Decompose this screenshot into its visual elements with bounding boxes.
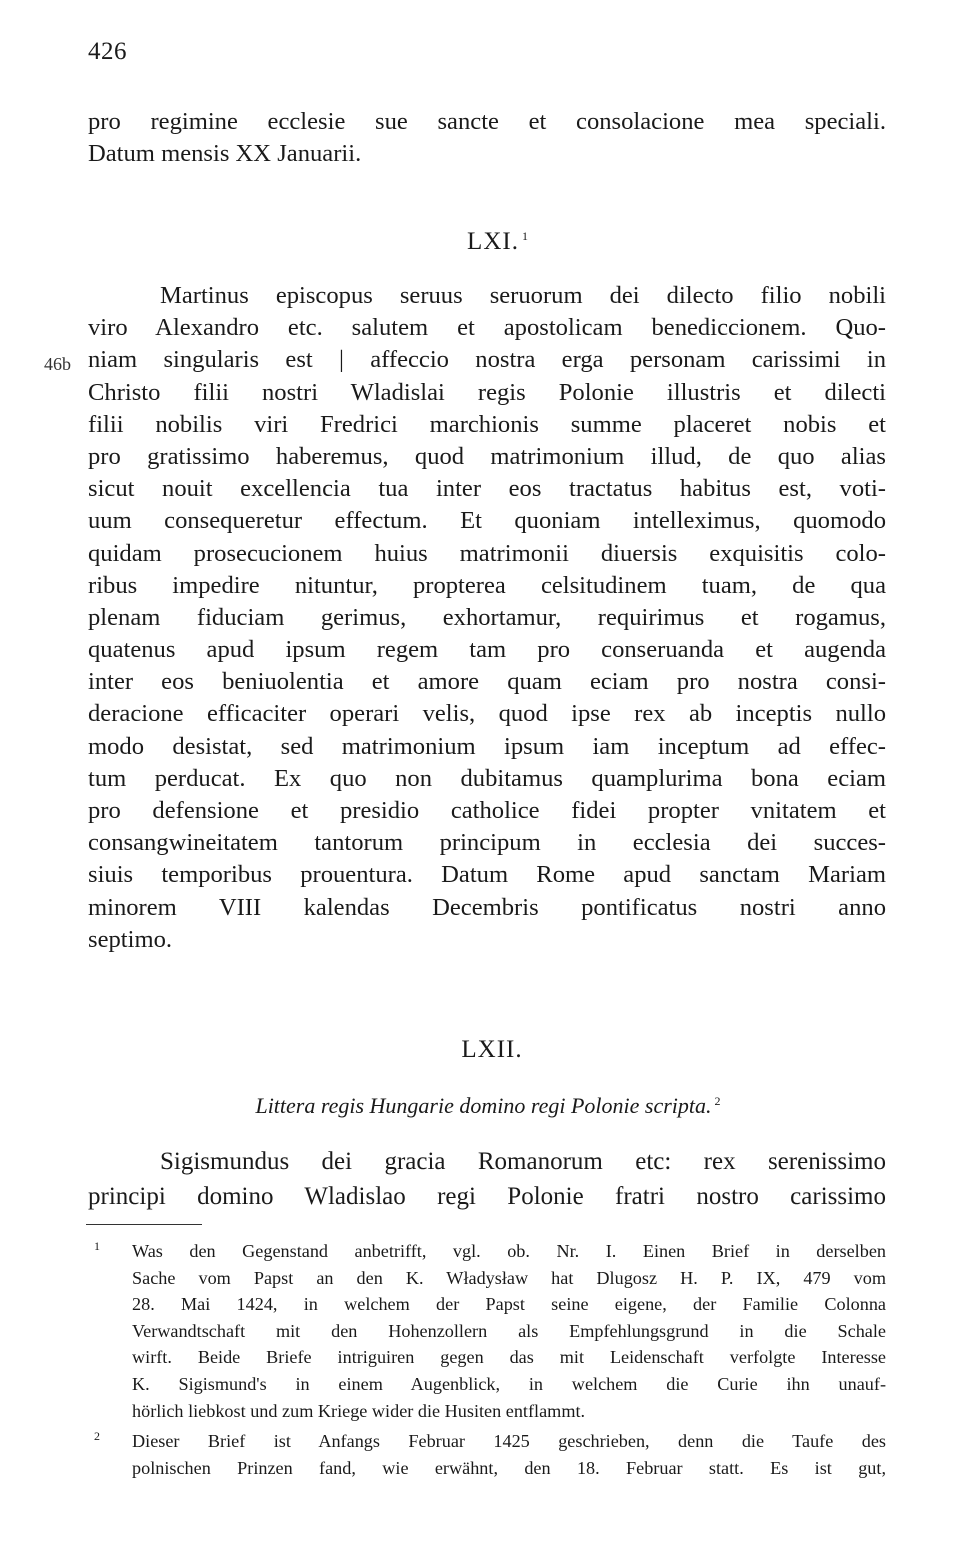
text-line: Christo filii nostri Wladislai regis Polonie illustris et dilecti — [88, 378, 886, 406]
text-line: deracione efficaciter operari velis, quod ipse rex ab inceptis nullo — [88, 700, 886, 728]
letter-heading — [18, 228, 960, 256]
footnote-line: hörlich liebkost und zum Kriege wider die Husiten entflammt. — [132, 1400, 586, 1421]
footnote — [94, 1428, 886, 1481]
text-line: pro regimine ecclesie sue sancte et consolacione mea speciali. — [88, 108, 886, 135]
text-line: principi domino Wladislao regi Polonie fratri nostro carissimo — [88, 1183, 886, 1210]
text-line: septimo. — [88, 925, 173, 953]
text-line: ribus impedire nituntur, propterea celsitudinem tuam, de qua — [88, 571, 886, 599]
text-line: pro gratissimo haberemus, quod matrimonium illud, de quo alias — [88, 442, 886, 470]
footnote-line: wirft. Beide Briefe intriguiren gegen das mit Leidenschaft verfolgte Interesse — [132, 1347, 886, 1368]
text-line: tum perducat. Ex quo non dubitamus quamplurima bona eciam — [88, 764, 886, 792]
text-line: modo desistat, sed matrimonium ipsum iam inceptum ad effec- — [88, 732, 886, 760]
footnotes — [94, 1238, 886, 1481]
text-line: inter eos beniuolentia et amore quam eciam pro nostra consi- — [88, 668, 886, 696]
text-line: Sigismundus dei gracia Romanorum etc: rex serenissimo — [160, 1148, 886, 1175]
footnote-line: Sache vom Papst an den K. Władysław hat Dlugosz H. P. IX, 479 vom — [132, 1267, 886, 1288]
text-line: plenam fiduciam gerimus, exhortamur, requirimus et rogamus, — [88, 603, 886, 631]
footnote-line: K. Sigismund's in einem Augenblick, in welchem die Curie ihn unauf- — [132, 1373, 886, 1394]
text-line: quidam prosecucionem huius matrimonii diuersis exquisitis colo- — [88, 539, 886, 567]
footnote-text: Dieser Brief ist Anfangs Februar 1425 geschrieben, denn die Taufe des — [132, 1431, 886, 1452]
footnote-line: 28. Mai 1424, in welchem der Papst seine eigene, der Familie Colonna — [132, 1294, 886, 1315]
opening-paragraph — [88, 106, 886, 170]
text-line: sicut nouit excellencia tua inter eos tractatus habitus est, voti- — [88, 475, 886, 503]
text-line: consangwineitatem tantorum principum in ecclesia dei succes- — [88, 829, 886, 857]
text-line: viro Alexandro etc. salutem et apostolicam benediccionem. Quo- — [88, 314, 886, 342]
text-line: Martinus episcopus seruus seruorum dei dilecto filio nobili — [160, 282, 886, 309]
letter-body — [88, 280, 886, 956]
text-line: siuis temporibus prouentura. Datum Rome apud sanctam Mariam — [88, 861, 886, 889]
letter-subtitle — [8, 1093, 960, 1119]
letter-body — [88, 1144, 886, 1214]
text-line: quatenus apud ipsum regem tam pro conseruanda et augenda — [88, 636, 886, 664]
footnote-marker: 1 — [94, 1239, 100, 1253]
subtitle-text: Littera regis Hungarie domino regi Polonie scripta. — [255, 1093, 712, 1118]
footnote-line: Verwandtschaft mit den Hohenzollern als Empfehlungsgrund in die Schale — [132, 1320, 886, 1341]
text-line: niam singularis est | affeccio nostra erga personam carissimi in — [88, 346, 886, 374]
footnote-divider — [86, 1224, 202, 1225]
letter-heading — [12, 1036, 960, 1064]
footnote-line: polnischen Prinzen fand, wie erwähnt, den 18. Februar statt. Es ist gut, — [132, 1457, 886, 1478]
text-line: uum consequeretur effectum. Et quoniam intelleximus, quomodo — [88, 507, 886, 535]
footnote-marker: 2 — [94, 1429, 100, 1444]
margin-folio-note: 46b — [44, 354, 71, 374]
text-line: filii nobilis viri Fredrici marchionis summe placeret nobis et — [88, 410, 886, 438]
text-line: Datum mensis XX Januarii. — [88, 140, 362, 168]
footnote-reference: 2 — [714, 1093, 721, 1108]
letter-numeral: LXII. — [461, 1036, 523, 1063]
footnote-line — [94, 1428, 886, 1455]
footnote-text: Was den Gegenstand anbetrifft, vgl. ob. Nr. I. Einen Brief in derselben — [132, 1241, 886, 1261]
footnote-line — [94, 1238, 886, 1265]
text-line: minorem VIII kalendas Decembris pontificatus nostri anno — [88, 893, 886, 921]
footnote — [94, 1238, 886, 1424]
footnote-reference: 1 — [521, 228, 529, 243]
text-line: pro defensione et presidio catholice fidei propter vnitatem et — [88, 797, 886, 824]
page-number: 426 — [88, 38, 127, 65]
letter-numeral: LXI. — [467, 228, 519, 255]
